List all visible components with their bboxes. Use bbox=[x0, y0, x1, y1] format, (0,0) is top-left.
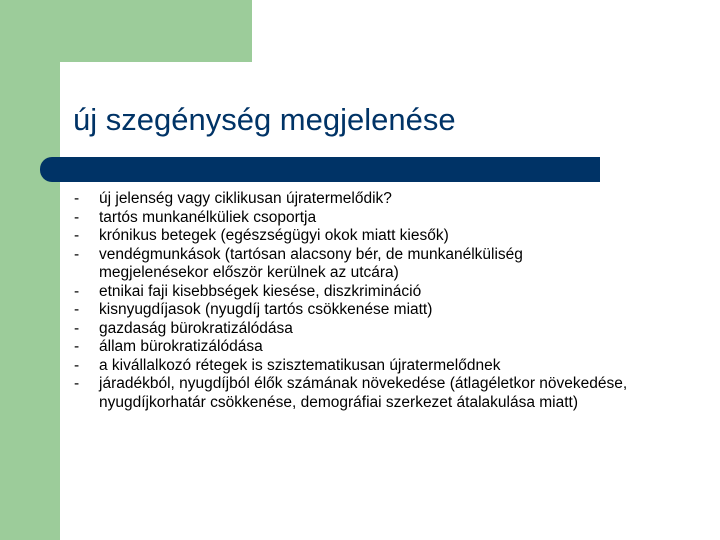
bullet-marker: - bbox=[74, 282, 80, 300]
bullet-item bbox=[74, 190, 634, 209]
bullet-text: állam bürokratizálódása bbox=[99, 338, 263, 355]
bullet-marker: - bbox=[74, 227, 80, 244]
bullet-text: etnikai faji kisebbségek kiesése, diszkrimináció bbox=[99, 282, 422, 300]
bullet-text: gazdaság bürokratizálódása bbox=[99, 319, 293, 337]
bullet-text: kisnyugdíjasok (nyugdíj tartós csökkenése miatt) bbox=[99, 301, 433, 318]
bullet-item bbox=[74, 357, 634, 376]
bullet-text: járadékból, nyugdíjból élők számának növekedése (átlagéletkor növekedése, nyugdíjkorhatár csökkenése, demográfiai szerkezet átalakulása miatt) bbox=[99, 375, 628, 411]
bullet-marker: - bbox=[74, 190, 80, 207]
title-underline-bar bbox=[40, 157, 600, 182]
bullet-text: krónikus betegek (egészségügyi okok miatt kiesők) bbox=[99, 227, 449, 244]
bullet-marker: - bbox=[74, 338, 80, 355]
bullet-item bbox=[74, 301, 634, 320]
bullet-marker: - bbox=[74, 208, 80, 226]
bullet-item bbox=[74, 209, 634, 228]
bullet-marker: - bbox=[74, 375, 80, 392]
bullet-text: új jelenség vagy ciklikusan újratermelődik? bbox=[99, 190, 392, 207]
bullet-marker: - bbox=[74, 319, 80, 337]
bullet-text: tartós munkanélküliek csoportja bbox=[99, 208, 317, 226]
bullet-list bbox=[74, 190, 634, 412]
bullet-marker: - bbox=[74, 301, 80, 318]
bullet-item bbox=[74, 375, 634, 412]
bullet-marker: - bbox=[74, 356, 80, 374]
bullet-marker: - bbox=[74, 245, 80, 263]
bullet-item bbox=[74, 320, 634, 339]
bullet-text: a kivállalkozó rétegek is szisztematikusan újratermelődnek bbox=[99, 356, 501, 374]
bullet-item bbox=[74, 338, 634, 357]
bullet-text: vendégmunkások (tartósan alacsony bér, de munkanélküliség megjelenésekor először kerülnek az utcára) bbox=[99, 245, 523, 281]
decorative-green-left-strip bbox=[0, 0, 60, 540]
bullet-item bbox=[74, 227, 634, 246]
bullet-item bbox=[74, 246, 634, 283]
slide-title: új szegénység megjelenése bbox=[73, 102, 456, 137]
bullet-item bbox=[74, 283, 634, 302]
